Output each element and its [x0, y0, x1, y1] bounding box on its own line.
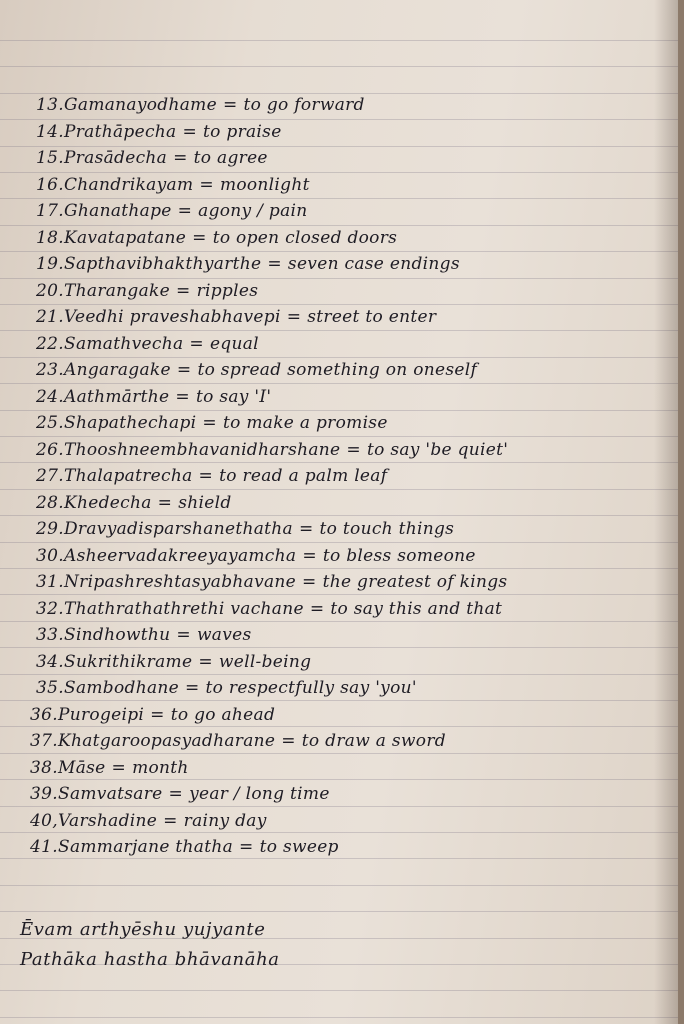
- entry-meaning: to open closed doors: [212, 227, 398, 248]
- entry-meaning: agony / pain: [198, 201, 308, 221]
- equals-sign: =: [198, 466, 214, 486]
- vocab-entry: [36, 543, 676, 569]
- entry-number: 22.: [36, 333, 64, 354]
- vocab-entry: [36, 649, 676, 675]
- entry-meaning: to say this and that: [330, 598, 503, 619]
- vocab-entry: [36, 357, 676, 383]
- entry-number: 26.: [36, 439, 64, 460]
- vocab-entry: [30, 808, 670, 834]
- equals-sign: =: [346, 439, 361, 460]
- entry-number: 33.: [36, 625, 64, 645]
- vocab-entry: [36, 225, 676, 251]
- entry-meaning: seven case endings: [287, 254, 460, 274]
- entry-number: 21.: [36, 307, 64, 327]
- entry-meaning: shield: [178, 492, 232, 513]
- vocab-entry: [30, 728, 670, 754]
- entry-term: Samvatsare: [58, 784, 163, 804]
- entry-meaning: to praise: [203, 121, 282, 142]
- equals-sign: =: [298, 519, 314, 539]
- equals-sign: =: [185, 678, 200, 698]
- entry-term: Shapathechapi: [64, 413, 197, 433]
- entry-term: Veedhi praveshabhavepi: [64, 307, 281, 327]
- entry-number: 27.: [36, 466, 64, 486]
- entry-number: 28.: [36, 492, 64, 513]
- entry-meaning: rainy day: [183, 810, 267, 831]
- equals-sign: =: [182, 121, 198, 142]
- closing-line: Pathāka hastha bhāvanāha: [20, 949, 280, 970]
- entry-number: 35.: [36, 678, 64, 698]
- entry-term: Kavatapatane: [64, 227, 187, 248]
- entry-term: Ghanathape: [64, 201, 172, 221]
- entry-number: 20.: [36, 280, 64, 301]
- entry-term: Māse: [58, 757, 106, 778]
- vocab-entry: [36, 410, 676, 436]
- entry-term: Khedecha: [64, 492, 152, 513]
- entry-number: 37.: [30, 731, 58, 751]
- entry-term: Thalapatrecha: [64, 466, 193, 486]
- entry-number: 32.: [36, 598, 64, 619]
- equals-sign: =: [173, 148, 188, 168]
- vocab-entry: [36, 331, 676, 357]
- entry-meaning: to go forward: [243, 95, 365, 115]
- entry-term: Varshadine: [58, 810, 158, 831]
- entry-number: 31.: [36, 572, 64, 592]
- entry-meaning: month: [132, 757, 189, 778]
- ruled-line: [0, 990, 684, 991]
- entry-term: Thathrathathrethi vachane: [64, 598, 304, 619]
- entry-meaning: ripples: [196, 280, 259, 301]
- equals-sign: =: [222, 95, 238, 115]
- vocab-entry: [36, 675, 676, 701]
- entry-meaning: moonlight: [219, 174, 310, 195]
- vocab-entry: [30, 702, 670, 728]
- entry-term: Asheervadakreeyayamcha: [64, 545, 297, 566]
- entry-number: 18.: [36, 227, 64, 248]
- ruled-line: [0, 1017, 684, 1018]
- equals-sign: =: [309, 598, 325, 619]
- entry-term: Khatgaroopasyadharane: [58, 731, 276, 751]
- vocab-entry: [36, 596, 676, 622]
- entry-term: Sindhowthu: [64, 625, 171, 645]
- entry-meaning: to spread something on oneself: [197, 360, 478, 380]
- equals-sign: =: [163, 810, 178, 831]
- vocab-entry: [36, 437, 676, 463]
- entry-number: 15.: [36, 148, 64, 168]
- equals-sign: =: [157, 492, 173, 513]
- vocab-entry: [30, 781, 670, 807]
- vocab-entry: [36, 92, 676, 118]
- equals-sign: =: [267, 254, 282, 274]
- page-edge: [678, 0, 684, 1024]
- entry-meaning: to say 'I': [195, 386, 272, 407]
- vocab-entry: [30, 834, 670, 860]
- entry-number: 25.: [36, 413, 64, 433]
- ruled-line: [0, 911, 684, 912]
- entry-term: Chandrikayam: [64, 174, 194, 195]
- entry-term: Gamanayodhame: [64, 95, 217, 115]
- vocab-entry: [36, 304, 676, 330]
- entry-number: 41.: [30, 837, 58, 857]
- equals-sign: =: [281, 731, 296, 751]
- entry-meaning: to say 'be quiet': [366, 439, 509, 460]
- entry-term: Tharangake: [64, 280, 171, 301]
- entry-term: Prathāpecha: [64, 121, 177, 142]
- closing-line: Ēvam arthyēshu yujyante: [20, 919, 266, 940]
- vocab-entry: [36, 384, 676, 410]
- vocab-entry: [36, 198, 676, 224]
- entry-term: Angaragake: [64, 360, 171, 380]
- vocab-entry: [36, 569, 676, 595]
- vocab-entry: [36, 463, 676, 489]
- equals-sign: =: [302, 572, 317, 592]
- entry-number: 24.: [36, 386, 64, 407]
- entry-term: Sammarjane thatha: [58, 837, 234, 857]
- entry-number: 39.: [30, 784, 58, 804]
- equals-sign: =: [286, 307, 302, 327]
- ruled-line: [0, 40, 684, 41]
- entry-number: 40,: [30, 810, 58, 831]
- vocab-entry: [36, 622, 676, 648]
- entry-meaning: well-being: [218, 651, 312, 672]
- entry-meaning: to touch things: [319, 519, 455, 539]
- entry-meaning: the greatest of kings: [322, 572, 508, 592]
- vocab-entry: [36, 490, 676, 516]
- equals-sign: =: [202, 413, 217, 433]
- vocab-entry: [30, 755, 670, 781]
- entry-term: Sukrithikrame: [64, 651, 193, 672]
- equals-sign: =: [176, 360, 192, 380]
- vocab-entry: [36, 172, 676, 198]
- entry-meaning: to sweep: [259, 837, 339, 857]
- equals-sign: =: [176, 625, 191, 645]
- equals-sign: =: [176, 280, 191, 301]
- entry-number: 14.: [36, 121, 64, 142]
- entry-number: 19.: [36, 254, 64, 274]
- entry-number: 36.: [30, 704, 58, 725]
- ruled-line: [0, 885, 684, 886]
- entry-number: 30.: [36, 545, 64, 566]
- entry-term: Samathvecha: [64, 333, 184, 354]
- ruled-line: [0, 66, 684, 67]
- entry-number: 29.: [36, 519, 64, 539]
- entry-meaning: waves: [196, 625, 252, 645]
- entry-term: Aathmārthe: [64, 386, 170, 407]
- entry-meaning: to draw a sword: [301, 731, 446, 751]
- entry-meaning: street to enter: [307, 307, 437, 327]
- entry-meaning: year / long time: [189, 784, 330, 804]
- entry-meaning: to go ahead: [170, 704, 276, 725]
- entry-number: 17.: [36, 201, 64, 221]
- equals-sign: =: [177, 201, 193, 221]
- entry-meaning: to read a palm leaf: [219, 466, 388, 486]
- entry-term: Sapthavibhakthyarthe: [64, 254, 262, 274]
- vocab-entry: [36, 516, 676, 542]
- vocab-entry: [36, 278, 676, 304]
- entry-term: Nripashreshtasyabhavane: [64, 572, 297, 592]
- entry-meaning: to agree: [193, 148, 268, 168]
- equals-sign: =: [168, 784, 184, 804]
- vocab-entry: [36, 145, 676, 171]
- equals-sign: =: [239, 837, 254, 857]
- entry-term: Sambodhane: [64, 678, 179, 698]
- entry-meaning: to make a promise: [222, 413, 388, 433]
- equals-sign: =: [198, 651, 213, 672]
- entry-number: 16.: [36, 174, 64, 195]
- vocab-entry: [36, 251, 676, 277]
- equals-sign: =: [199, 174, 214, 195]
- equals-sign: =: [302, 545, 317, 566]
- equals-sign: =: [150, 704, 165, 725]
- equals-sign: =: [175, 386, 190, 407]
- entry-term: Dravyadisparshanethatha: [64, 519, 293, 539]
- equals-sign: =: [192, 227, 207, 248]
- entry-number: 13.: [36, 95, 64, 115]
- entry-meaning: equal: [209, 333, 259, 354]
- equals-sign: =: [189, 333, 204, 354]
- entry-term: Thooshneembhavanidharshane: [64, 439, 341, 460]
- entry-meaning: to respectfully say 'you': [205, 678, 417, 698]
- vocab-entry: [36, 119, 676, 145]
- equals-sign: =: [111, 757, 127, 778]
- entry-meaning: to bless someone: [322, 545, 476, 566]
- entry-term: Purogeipi: [58, 704, 145, 725]
- entry-number: 34.: [36, 651, 64, 672]
- entry-number: 38.: [30, 757, 58, 778]
- entry-number: 23.: [36, 360, 64, 380]
- entry-term: Prasādecha: [64, 148, 168, 168]
